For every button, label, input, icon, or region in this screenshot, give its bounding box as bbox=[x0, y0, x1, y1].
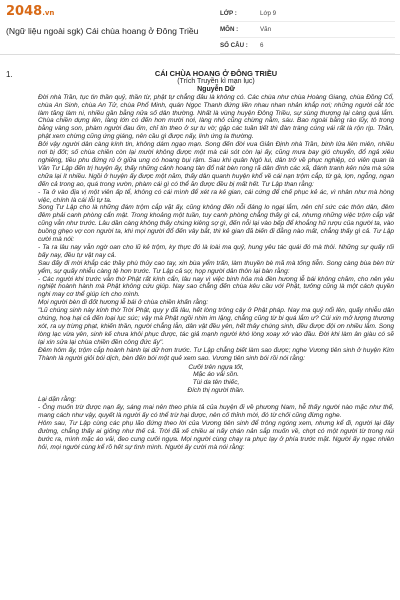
paragraph: - Ông muốn trừ được nạn ấy, sáng mai nên theo phía tả của huyện đi về phương Nam, hễ thấy người nào mặc như thế, mang cách như vậy, quyết là người ấy có thể trừ hại được, nên cố thỉnh mời, đó từ chối cũng đừng nghe. bbox=[38, 404, 394, 419]
document-title: (Ngữ liệu ngoài sgk) Cái chùa hoang ở Đông Triều bbox=[6, 26, 199, 36]
paragraph: Bởi vậy người dân càng kính tin, không dám ngạo mạn. Song đến đời vua Giản Định nhà Trần, binh lửa liên miên, nhiều nơi bị đốt; số chùa chiền còn lại mười không được một mà cái sót còn lại ấy, cũng mưa bay gió chuyển, đổ ngả xiêu nghiêng, tiều phu đứng rủ ở giữa ung có hoang bụi rậm. Sau khi quân Ngô lui, dân trở về phục nghiệp, có viên quan là Văn Tư Lập đến trị huyện ấy, thấy những cảnh hoang tàn đổ nát bèn rong rã dân đình các xã, đánh tranh kẻn nửa mà sửa chữa lại ít nhiều. Ngồi ở huyện ấy được một năm, thấy dân quanh huyện khổ về cái nạn trộm cắp, từ gà, lợn, ngỗng, ngan đến cả trong ao, quá trong vườn, phàm cái gì có thể ăn được đều bị mất hết. Tư Lập than rằng: bbox=[38, 141, 394, 188]
passage bbox=[38, 70, 394, 452]
paragraph: Đời nhà Trần, tục tin thần quỷ, thần từ, phật tự chẳng đâu là không có. Các chùa như chùa Hoàng Giang, chùa Đồng Cổ, chùa An Sinh, chùa An Tử, chùa Phổ Minh, quán Ngọc Thanh đứng liền nhau nhan nhản khắp nơi; những người cắt tóc làm tăng làm ni, nhiều gần bằng nửa số dân thường. Nhất là vùng huyện Đông Triều, sự sùng thượng lại càng quá lắm. Chùa chiền dựng lên, làng lớn có đến hơn mười nơi, làng nhỏ cũng chừng năm, sáu. Bao ngoài bằng rào lũy, tô trong bằng vàng son, phàm người đau ốm, chỉ tin theo ở sự tu vờ; gặp các tuần tiết thì đàn tràng cúng vái rất là rộn rịp. Thần, phật xem chừng cũng ứng giáng, nên cầu gì được nấy, linh ứng la thường. bbox=[38, 93, 394, 141]
paragraph: Hôm sau, Tư Lập cùng các phụ lão đứng theo lời của Vương tiên sinh để trông ngóng xem, nhưng kể đi, người lại đây đường, chẳng thấy ai giống như thế cả. Trời đã xế chiều ai nấy chán nản sắp muốn về, chợt có một người từ trong núi bước ra, mình mặc áo vải, đeo cung cưỡi ngựa. Mọi người cùng chạy ra phục lạy ở phía trước mặt. Người ấy ngạc nhiên hỏi, mọi người cùng kể rõ hết sự tình mình. Người ấy cười mà nói rằng: bbox=[38, 419, 394, 451]
meta-key: MÔN : bbox=[220, 26, 239, 33]
meta-key: LỚP : bbox=[220, 10, 237, 17]
meta-value: 6 bbox=[260, 42, 264, 49]
meta-row-class bbox=[220, 6, 395, 22]
poem-line: Đích thị người thần. bbox=[187, 387, 245, 395]
question-content bbox=[0, 60, 400, 600]
site-logo[interactable] bbox=[6, 4, 54, 19]
paragraph: Mọi người bèn đi đốt hương lễ bái ở chùa chiền khấn rằng: bbox=[38, 299, 209, 307]
paragraph: Sau đấy đi mời khắp các thầy phù thủy cao tay, xin bùa yểm trấn, làm thuyền bè mã mà tống tiễn. Song càng bùa bèn trừ yểm, sự quấy nhiễu càng tệ hơn trước. Tư Lập cả sợ, họp người dân thôn lại bàn rằng: bbox=[38, 259, 394, 275]
paragraph: Lại dặn rằng: bbox=[38, 396, 77, 404]
meta-row-question-count bbox=[220, 38, 395, 54]
page-header bbox=[0, 0, 400, 55]
paragraph: - Ta ra lâu nay vẫn ngờ oan cho lũ kẻ trộm, ky thực đó là loài ma quỷ, hung yêu tác quái đó mà thôi. Những sự quấy rối bấy nay, đều tự vật nay cả. bbox=[38, 243, 394, 259]
poem-line: Cưỡi trên ngựa tốt, bbox=[188, 363, 244, 371]
meta-value: Lớp 9 bbox=[260, 10, 277, 17]
meta-key: SỐ CÂU : bbox=[220, 42, 248, 49]
paragraph: Song Tư Lập cho là những đám trộm cắp vặt ấy, cũng không đến nỗi đáng lo ngại lắm, nên chỉ sức các thôn dân, đêm đêm phải canh phòng cẩn mật. Trong khoảng một tuần, tuy canh phòng chẳng thấy gì cả, nhưng những việc trộm cắp vặt cũng vẫn như trước. Lâu dần càng không thấy chúng kiêng sợ gì, đến nỗi lại vào bếp để khoắng hũ rượu của người ta, vào buồng ghẹo vợ con người ta, khi mọi người đổ đến vây bắt, thì kẻ gian đã biến đi đằng nào mất, chẳng thấy gì cả. Tư Lập cười mà nói: bbox=[38, 204, 395, 244]
poem bbox=[38, 364, 394, 396]
poem-line: Mặc áo vải sồn. bbox=[193, 371, 239, 379]
passage-author: Nguyễn Dữ bbox=[197, 85, 235, 93]
logo-suffix: .vn bbox=[42, 9, 55, 17]
meta-row-subject bbox=[220, 22, 395, 38]
question-number: 1. bbox=[6, 70, 13, 79]
meta-value: Văn bbox=[260, 26, 272, 33]
paragraph: Đêm hôm ấy, trộm cắp hoành hành lại dữ hơn trước. Tư Lập chẳng biết làm sao được; nghe Vương tiên sinh ở huyện Kim Thành là người giỏi bói dịch, bèn đến bói một quẻ xem sao. Vương tiên sinh bói rồi nói rằng: bbox=[38, 346, 394, 362]
paragraph: - Ta ở vào địa vị một viên ấp tể, không có cái mình để xét ra kẻ gian, cái cứng để chế phục kẻ ác, vì nhân như mà hòng việc, chính là cái lỗi tự ta. bbox=[38, 188, 394, 204]
meta-table bbox=[220, 6, 395, 54]
paragraph: "Lũ chúng sinh này kính thờ Trời Phật, quy y đã lâu, hết lòng trông cậy ở Phật pháp. Nay ma quỷ nổi lên, quấy nhiễu dân chúng, hoạ hại cả đến loại lục súc; vậy mà Phật ngồi nhìn im lặng, chẳng cũng từ bi quá lắm ư? Cúi xin mở lượng thương xót, ra uy trừng phạt, khiến thần, người chẳng lẫn, dân vật đều yên, hết thảy chúng sinh, đều được đội ơn nhiều lắm. Song lòng lạc vừa yên, sinh kế chưa khôi phục được, tác giả mạnh người khó lòng xoay xở vào đầu. Đời khi làm ân giàu có sẽ lại xin sửa lại chùa chiền đền công đức ấy". bbox=[38, 307, 394, 346]
passage-title: CÁI CHÙA HOANG Ở ĐÔNG TRIỀU bbox=[154, 69, 278, 78]
poem-line: Tùi da tên thiếc, bbox=[192, 379, 240, 387]
logo-text: 2048 bbox=[6, 4, 43, 19]
passage-subtitle: (Trích Truyền kì mạn lục) bbox=[177, 77, 255, 85]
paragraph: - Các người khi trước vẫn thờ Phật rất kính cẩn, lâu nay vì việc binh hỏa mà đèn hương lễ bái không chăm, cho nên yêu nghiệt hoành hành mà Phật không cứu giúp. Nay sao chẳng đến chùa kêu cầu với Phật, tưởng cũng là một cách quyền nghi may cơ thể giúp ích cho mình. bbox=[38, 275, 394, 299]
